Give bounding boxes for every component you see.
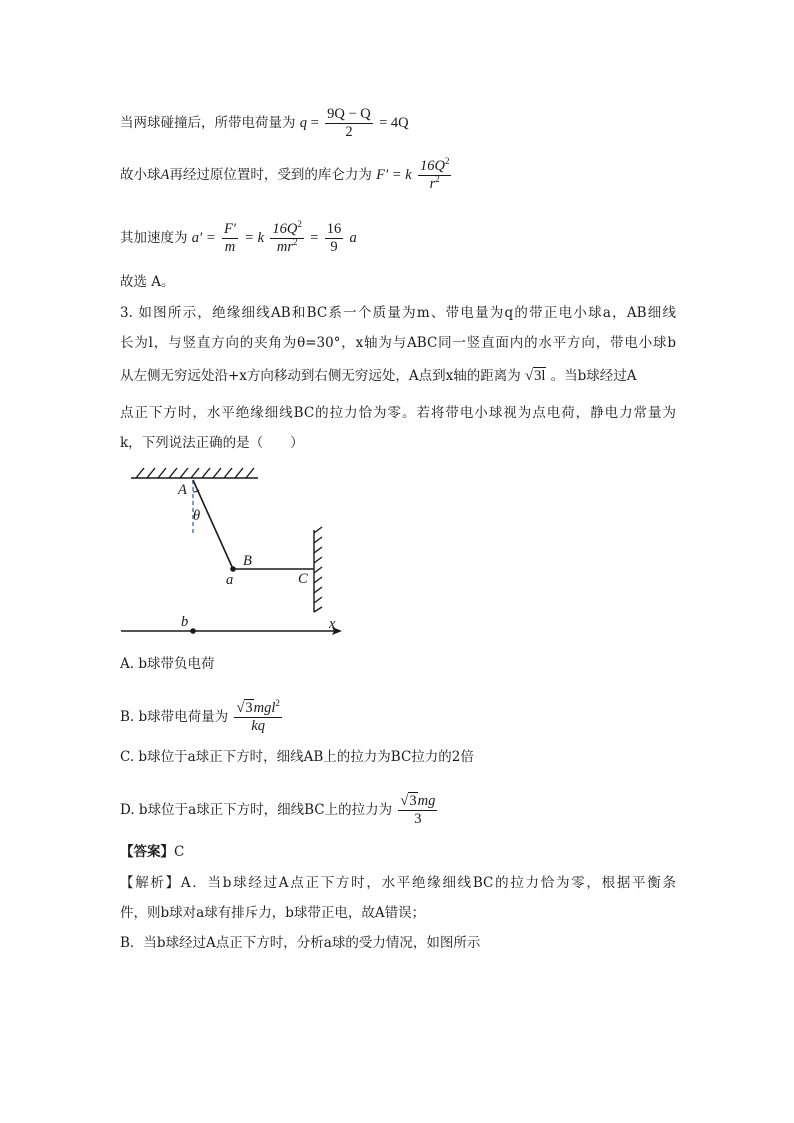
answer-line bbox=[120, 842, 184, 862]
question-line-2: 长为l，与竖直方向的夹角为θ=30°，x轴为与ABC同一竖直面内的水平方向，带电小球b bbox=[120, 335, 676, 351]
line2-mid: 再经过原位置时，受到的库仑力为 bbox=[169, 167, 372, 183]
ball-a bbox=[230, 566, 236, 572]
option-d-sqrt: 3 bbox=[409, 793, 417, 809]
frac3-num: 16 bbox=[326, 221, 342, 237]
accel-lhs: a′ = bbox=[191, 230, 216, 246]
analysis-line-3: B．当b球经过A点正下方时，分析a球的受力情况，如图所示 bbox=[120, 935, 481, 951]
frac1-den: m bbox=[224, 239, 236, 255]
fraction-coulomb: $\frac{16Q^2}{mr^2}$ bbox=[272, 219, 302, 255]
fraction-denominator: 2 bbox=[345, 124, 353, 140]
line1-prefix: 当两球碰撞后，所带电荷量为 bbox=[120, 115, 296, 131]
option-b bbox=[120, 700, 284, 735]
question-line-4: 点正下方时，水平绝缘细线BC的拉力恰为零。若将带电小球视为点电荷，静电力常量为 bbox=[120, 405, 676, 421]
label-c-point: C bbox=[298, 571, 308, 587]
analysis-line-1: 【解析】A．当b球经过A点正下方时，水平绝缘细线BC的拉力恰为零，根据平衡条 bbox=[120, 875, 676, 891]
frac3-den: 9 bbox=[330, 239, 338, 255]
thread-ab bbox=[193, 480, 233, 569]
frac2-den: mr bbox=[276, 239, 293, 255]
option-b-prefix: B. b球带电荷量为 bbox=[120, 709, 229, 725]
option-d bbox=[120, 793, 439, 828]
option-d-prefix: D. b球位于a球正下方时，细线BC上的拉力为 bbox=[120, 802, 393, 818]
option-d-fraction: $\frac{√3mg}{3}$ bbox=[400, 793, 436, 827]
label-a-ball: a bbox=[226, 572, 234, 588]
fraction-force: $\frac{16Q^2}{r^2}$ bbox=[419, 156, 450, 192]
option-d-den: 3 bbox=[414, 811, 422, 827]
option-a: A. b球带负电荷 bbox=[120, 656, 215, 672]
accel-tail: a bbox=[349, 230, 357, 246]
frac2-num: 16Q bbox=[272, 221, 298, 237]
frac1-num: F′ bbox=[223, 221, 236, 237]
line1-result: = 4Q bbox=[379, 115, 409, 131]
force-numerator: 16Q bbox=[419, 158, 445, 174]
solution-line-charge: 当两球碰撞后，所带电荷量为 q = $\frac{9Q - Q}{2}$ = 4Q bbox=[120, 106, 409, 140]
answer-value: C bbox=[174, 844, 185, 860]
point-a-label: A bbox=[160, 167, 170, 183]
question-line-3a: 从左侧无穷远处沿+x方向移动到右侧无穷远处，A点到x轴的距离为 bbox=[120, 368, 521, 384]
option-b-sqrt: 3 bbox=[245, 700, 253, 716]
ball-b bbox=[190, 628, 196, 634]
wall-hatch bbox=[314, 527, 322, 612]
sqrt-3l: √3l bbox=[525, 368, 546, 384]
ceiling-hatch bbox=[131, 468, 258, 478]
option-c: C. b球位于a球正下方时，细线AB上的拉力为BC拉力的2倍 bbox=[120, 749, 474, 765]
label-b-point: B bbox=[243, 553, 252, 569]
option-b-num-tail: mgl bbox=[253, 700, 276, 716]
label-a-point: A bbox=[178, 482, 187, 498]
sqrt-radicand: 3l bbox=[534, 368, 546, 384]
option-d-num-tail: mg bbox=[417, 793, 436, 809]
label-theta: θ bbox=[193, 508, 201, 524]
answer-label: 【答案】 bbox=[120, 844, 174, 860]
line2-prefix: 故小球 bbox=[120, 167, 161, 183]
question-line-1: 3. 如图所示，绝缘细线AB和BC系一个质量为m、带电量为q的带正电小球a，AB细线 bbox=[120, 305, 676, 321]
fraction-numerator: 9Q − Q bbox=[327, 106, 371, 122]
option-b-fraction: $\frac{√3mgl^2}{kq}$ bbox=[236, 698, 280, 734]
analysis-line-2: 件，则b球对a球有排斥力，b球带正电，故A错误； bbox=[120, 905, 426, 921]
accel-eq-k: = k bbox=[244, 230, 265, 246]
accel-eq: = bbox=[310, 230, 319, 246]
option-b-den: kq bbox=[251, 718, 266, 734]
label-b-ball: b bbox=[181, 614, 189, 630]
force-lhs: F′ = k bbox=[376, 167, 412, 183]
label-x-axis: x bbox=[329, 616, 336, 632]
line3-prefix: 其加速度为 bbox=[120, 230, 188, 246]
choose-answer-line: 故选 A。 bbox=[120, 274, 175, 290]
question-line-5: k，下列说法正确的是（ ） bbox=[120, 435, 304, 451]
question-line-3b: 。当b球经过A bbox=[550, 368, 637, 384]
force-denominator: r bbox=[429, 176, 436, 192]
